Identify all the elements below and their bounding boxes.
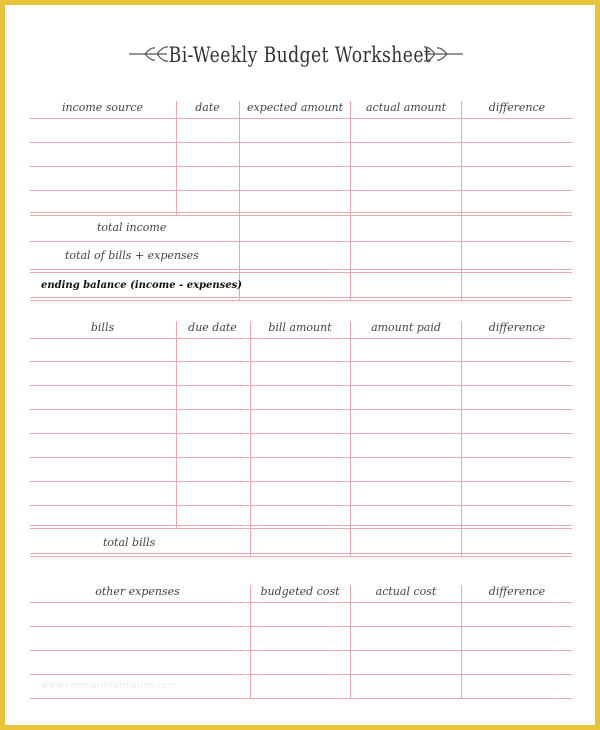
- other-divider: [461, 585, 462, 698]
- income-divider: [239, 101, 240, 301]
- income-line: [30, 241, 572, 242]
- total-bills-expenses-label: total of bills + expenses: [65, 249, 199, 262]
- bills-divider: [176, 321, 177, 528]
- income-line: [30, 269, 572, 270]
- income-line: [30, 166, 572, 167]
- right-branch-ornament-icon: [423, 43, 465, 65]
- bills-divider: [350, 321, 351, 556]
- other-header-budgeted: budgeted cost: [260, 585, 340, 598]
- income-divider: [350, 101, 351, 301]
- income-line: [30, 190, 572, 191]
- other-header-actual: actual cost: [375, 585, 437, 598]
- income-line: [30, 215, 572, 216]
- income-line: [30, 142, 572, 143]
- bills-header-due-date: due date: [188, 321, 237, 334]
- bills-line: [30, 505, 572, 506]
- other-divider: [250, 585, 251, 698]
- income-line: [30, 118, 572, 119]
- bills-line: [30, 385, 572, 386]
- income-header-expected: expected amount: [246, 101, 344, 114]
- bills-line: [30, 481, 572, 482]
- other-divider: [350, 585, 351, 698]
- bills-divider: [250, 321, 251, 556]
- worksheet-page: [5, 5, 595, 725]
- ending-balance-label: ending balance (income - expenses): [41, 280, 243, 291]
- income-header-difference: difference: [488, 101, 546, 114]
- bills-line: [30, 338, 572, 339]
- income-header-date: date: [195, 101, 220, 114]
- bills-line: [30, 361, 572, 362]
- bills-header-difference: difference: [488, 321, 546, 334]
- income-line: [30, 300, 572, 301]
- income-divider: [461, 101, 462, 301]
- income-line: [30, 212, 572, 213]
- bills-header-amount-paid: amount paid: [371, 321, 441, 334]
- other-line: [30, 626, 572, 627]
- other-header-difference: difference: [488, 585, 546, 598]
- other-line: [30, 650, 572, 651]
- bills-header-bill-amount: bill amount: [268, 321, 332, 334]
- income-line: [30, 297, 572, 298]
- income-line: [30, 272, 572, 273]
- bills-line: [30, 433, 572, 434]
- bills-line: [30, 556, 572, 557]
- income-divider: [176, 101, 177, 215]
- other-line: [30, 602, 572, 603]
- other-line: [30, 698, 572, 699]
- income-header-actual: actual amount: [366, 101, 446, 114]
- other-header-expenses: other expenses: [95, 585, 180, 598]
- bills-line: [30, 409, 572, 410]
- bills-line: [30, 525, 572, 526]
- bills-divider: [461, 321, 462, 556]
- income-header-source: income source: [61, 101, 144, 114]
- other-line: [30, 674, 572, 675]
- total-income-label: total income: [97, 221, 167, 234]
- watermark-text: www.templatesformation.com: [41, 681, 177, 691]
- bills-line: [30, 457, 572, 458]
- page-title: Bi-Weekly Budget Worksheet: [168, 43, 432, 67]
- bills-line: [30, 553, 572, 554]
- total-bills-label: total bills: [103, 536, 156, 549]
- bills-header-bills: bills: [90, 321, 115, 334]
- bills-line: [30, 528, 572, 529]
